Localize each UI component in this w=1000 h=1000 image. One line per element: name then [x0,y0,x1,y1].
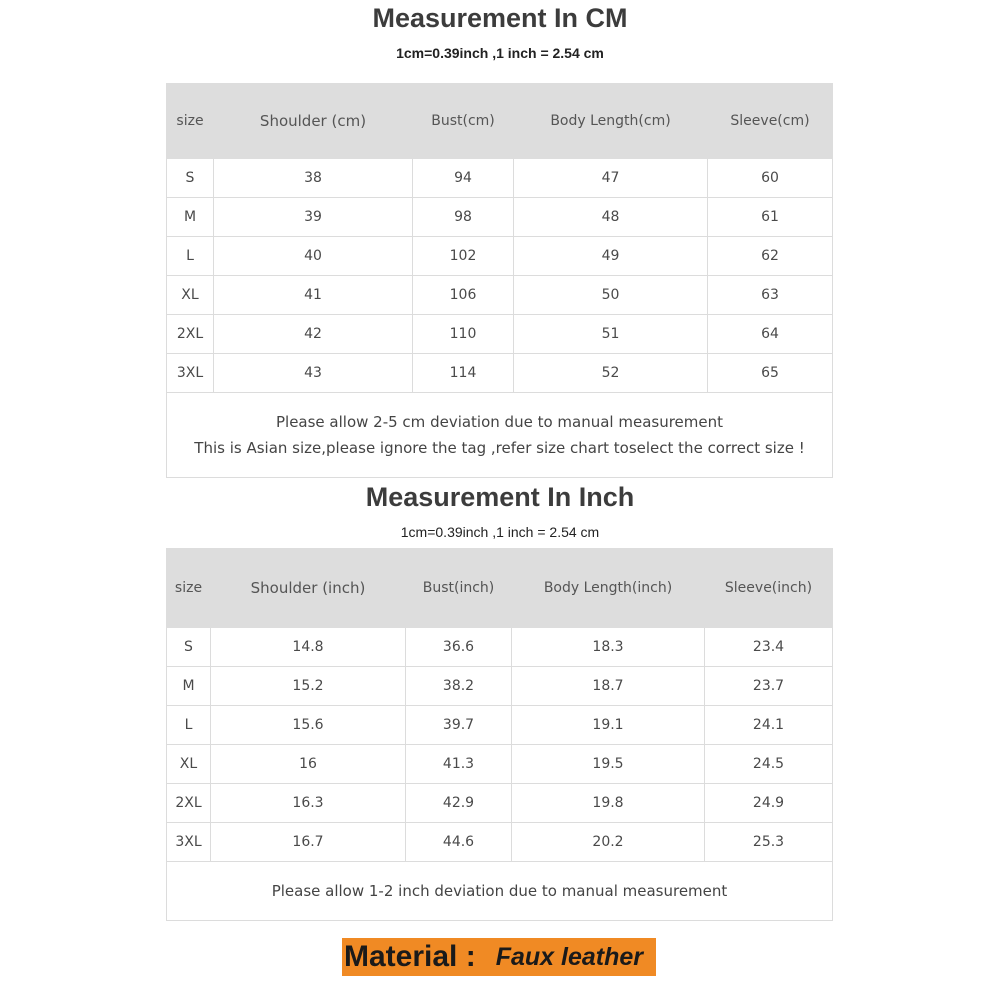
size-cell: M [167,667,211,706]
material-value: Faux leather [495,942,643,971]
size-cell: S [167,628,211,667]
header-bust: Bust(inch) [406,549,512,628]
bust-cell: 110 [413,315,514,354]
body-length-cell: 47 [514,159,708,198]
header-bust: Bust(cm) [413,84,514,159]
header-body-length: Body Length(inch) [512,549,705,628]
header-sleeve: Sleeve(inch) [705,549,833,628]
inch-size-table [166,548,833,921]
inch-section-title: Measurement In Inch [365,482,635,512]
table-header-row [167,549,833,628]
sleeve-cell: 24.1 [705,706,833,745]
table-row [167,315,833,354]
sleeve-cell: 24.9 [705,784,833,823]
size-cell: M [167,198,214,237]
material-banner [342,938,656,976]
body-length-cell: 20.2 [512,823,705,862]
table-header-row [167,84,833,159]
body-length-cell: 49 [514,237,708,276]
material-label: Material : [344,940,476,973]
body-length-cell: 19.5 [512,745,705,784]
bust-cell: 39.7 [406,706,512,745]
size-cell: S [167,159,214,198]
sleeve-cell: 61 [708,198,833,237]
table-row [167,667,833,706]
sleeve-cell: 23.7 [705,667,833,706]
shoulder-cell: 40 [214,237,413,276]
body-length-cell: 19.8 [512,784,705,823]
bust-cell: 98 [413,198,514,237]
sleeve-cell: 23.4 [705,628,833,667]
size-cell: L [167,706,211,745]
table-row [167,276,833,315]
sleeve-cell: 64 [708,315,833,354]
shoulder-cell: 16.3 [211,784,406,823]
bust-cell: 94 [413,159,514,198]
sleeve-cell: 65 [708,354,833,393]
size-cell: 3XL [167,354,214,393]
sleeve-cell: 24.5 [705,745,833,784]
table-row [167,237,833,276]
size-cell: 2XL [167,315,214,354]
table-row [167,784,833,823]
shoulder-cell: 41 [214,276,413,315]
bust-cell: 114 [413,354,514,393]
shoulder-cell: 16.7 [211,823,406,862]
bust-cell: 36.6 [406,628,512,667]
inch-conversion-note: 1cm=0.39inch ,1 inch = 2.54 cm [400,524,600,540]
cm-notes-cell [167,393,833,478]
bust-cell: 42.9 [406,784,512,823]
shoulder-cell: 14.8 [211,628,406,667]
body-length-cell: 18.3 [512,628,705,667]
shoulder-cell: 42 [214,315,413,354]
body-length-cell: 52 [514,354,708,393]
sleeve-cell: 60 [708,159,833,198]
body-length-cell: 51 [514,315,708,354]
table-row [167,823,833,862]
header-shoulder: Shoulder (inch) [211,549,406,628]
asian-size-note: This is Asian size,please ignore the tag ,refer size chart toselect the correct size ! [194,439,805,457]
header-shoulder: Shoulder (cm) [214,84,413,159]
header-size: size [167,549,211,628]
size-cell: XL [167,745,211,784]
cm-conversion-note: 1cm=0.39inch ,1 inch = 2.54 cm [396,45,604,61]
bust-cell: 102 [413,237,514,276]
table-note-row [167,862,833,921]
header-sleeve: Sleeve(cm) [708,84,833,159]
body-length-cell: 50 [514,276,708,315]
cm-size-table [166,83,833,478]
sleeve-cell: 25.3 [705,823,833,862]
bust-cell: 44.6 [406,823,512,862]
table-row [167,745,833,784]
size-cell: L [167,237,214,276]
table-row [167,198,833,237]
table-row [167,354,833,393]
size-cell: 2XL [167,784,211,823]
sleeve-cell: 63 [708,276,833,315]
bust-cell: 106 [413,276,514,315]
size-cell: XL [167,276,214,315]
shoulder-cell: 43 [214,354,413,393]
shoulder-cell: 15.2 [211,667,406,706]
deviation-note: Please allow 2-5 cm deviation due to manual measurement [275,413,723,431]
body-length-cell: 18.7 [512,667,705,706]
sleeve-cell: 62 [708,237,833,276]
bust-cell: 38.2 [406,667,512,706]
body-length-cell: 48 [514,198,708,237]
shoulder-cell: 38 [214,159,413,198]
inch-deviation-note: Please allow 1-2 inch deviation due to manual measurement [167,862,833,921]
header-body-length: Body Length(cm) [514,84,708,159]
table-row [167,628,833,667]
cm-section-title: Measurement In CM [372,3,628,33]
size-cell: 3XL [167,823,211,862]
body-length-cell: 19.1 [512,706,705,745]
header-size: size [167,84,214,159]
table-row [167,159,833,198]
bust-cell: 41.3 [406,745,512,784]
shoulder-cell: 16 [211,745,406,784]
shoulder-cell: 39 [214,198,413,237]
shoulder-cell: 15.6 [211,706,406,745]
table-note-row [167,393,833,478]
table-row [167,706,833,745]
